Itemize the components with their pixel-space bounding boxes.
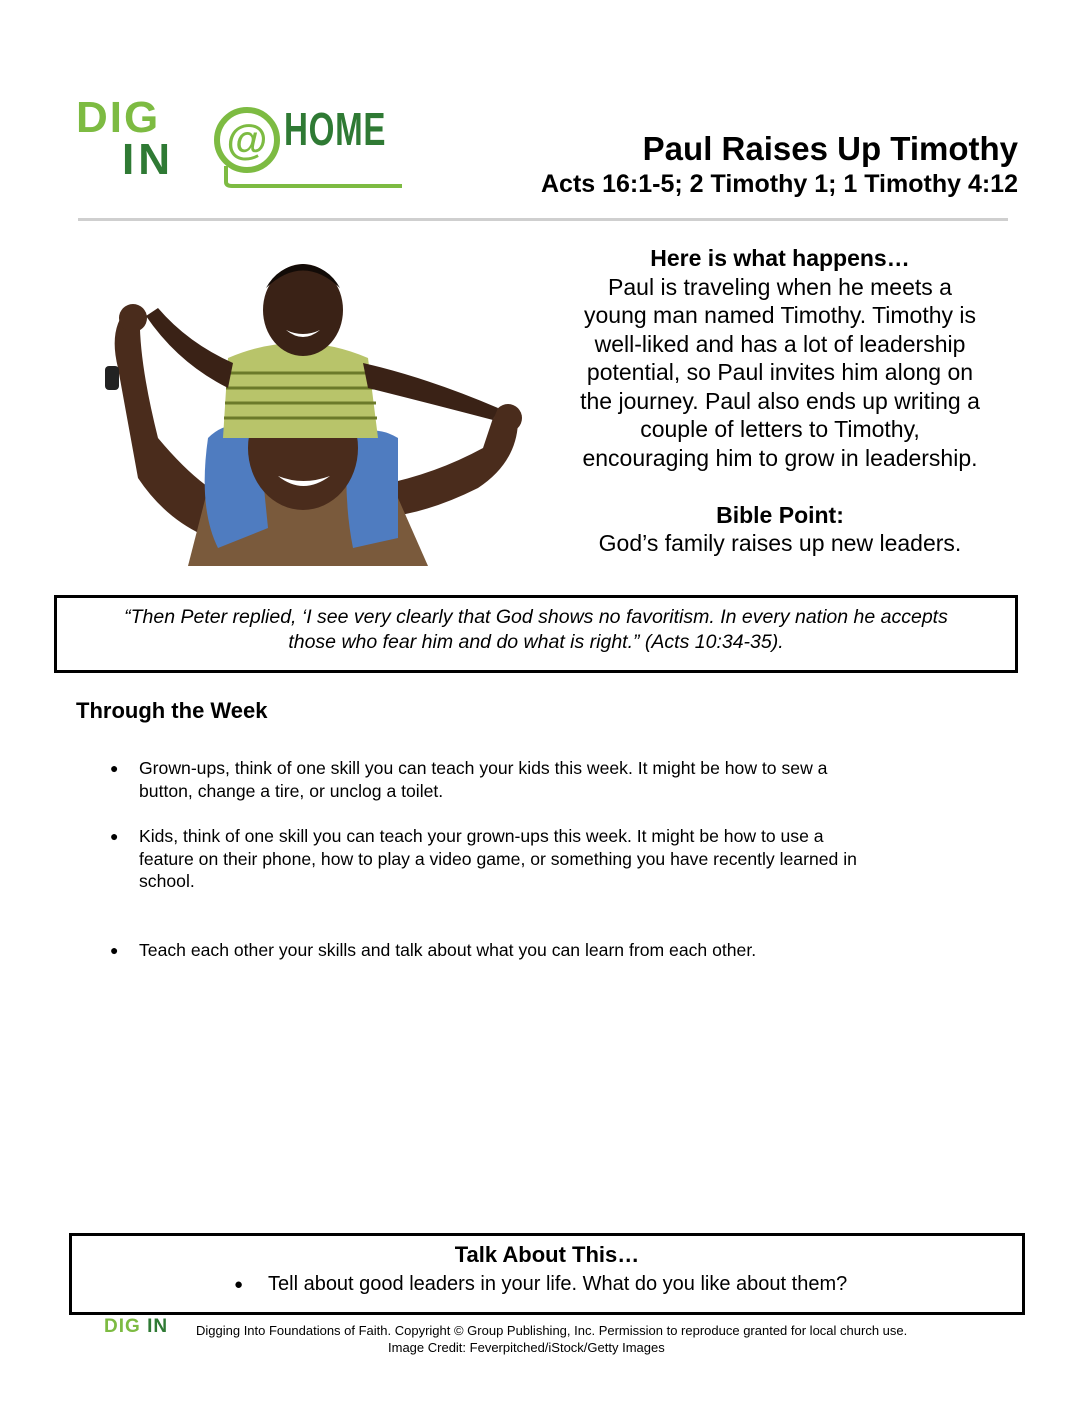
verse-line: those who fear him and do what is right.” (Acts 10:34-35).: [288, 631, 784, 653]
summary-line: couple of letters to Timothy,: [640, 416, 920, 442]
image-credit: Image Credit: Feverpitched/iStock/Getty Images: [388, 1340, 665, 1355]
bullet-dot: ●: [110, 942, 119, 958]
bullet-dot: ●: [110, 760, 119, 776]
footer-logo-dig: DIG: [104, 1316, 141, 1337]
summary-line: young man named Timothy. Timothy is: [583, 302, 977, 328]
week-item-line: button, change a tire, or unclog a toilet.: [139, 780, 444, 801]
logo-at: @: [226, 116, 268, 163]
bible-point-heading: Bible Point:: [716, 502, 844, 528]
bible-point-text: God’s family raises up new leaders.: [598, 530, 962, 556]
talk-about-this-heading: Talk About This…: [454, 1242, 640, 1267]
week-item: [139, 939, 939, 962]
bullet-dot: ●: [234, 1276, 244, 1293]
through-the-week-heading: Through the Week: [76, 698, 268, 723]
header-divider: [78, 218, 1008, 221]
week-item-line: Grown-ups, think of one skill you can teach your kids this week. It might be how to sew a: [139, 758, 828, 778]
summary-line: potential, so Paul invites him along on: [586, 359, 974, 385]
verse-line: “Then Peter replied, ‘I see very clearly that God shows no favoritism. In every nation he accepts: [124, 606, 948, 628]
logo-in: IN: [122, 135, 174, 184]
summary-line: well-liked and has a lot of leadership: [594, 330, 966, 357]
week-item-line: school.: [139, 871, 195, 891]
week-item: [139, 825, 939, 893]
summary-line: encouraging him to grow in leadership.: [582, 444, 978, 471]
week-item-line: Kids, think of one skill you can teach your grown-ups this week. It might be how to use a: [139, 826, 824, 846]
logo-home: HOME: [284, 103, 387, 155]
page-title: Paul Raises Up Timothy: [642, 130, 1018, 167]
father-son-photo: [98, 248, 528, 566]
talk-item: Tell about good leaders in your life. What do you like about them?: [268, 1273, 848, 1295]
copyright-text: Digging Into Foundations of Faith. Copyright © Group Publishing, Inc. Permission to reproduce granted for local church use.: [196, 1323, 908, 1338]
summary-line: Paul is traveling when he meets a: [608, 273, 952, 300]
summary-line: the journey. Paul also ends up writing a: [580, 387, 980, 414]
bullet-dot: ●: [110, 828, 119, 844]
memory-verse: [60, 605, 1012, 655]
logo-dig: DIG: [76, 93, 161, 142]
week-item-line: feature on their phone, how to play a video game, or something you have recently learned in: [139, 848, 857, 869]
scripture-reference: Acts 16:1-5; 2 Timothy 1; 1 Timothy 4:12: [540, 170, 1018, 198]
summary-heading: Here is what happens…: [650, 245, 910, 271]
week-item: [139, 757, 939, 802]
story-summary: [556, 244, 1004, 472]
footer-logo-in: IN: [147, 1316, 169, 1337]
footer-dig-in-logo: [104, 1316, 168, 1338]
week-item-line: Teach each other your skills and talk about what you can learn from each other.: [139, 940, 757, 960]
dig-in-home-logo: [76, 93, 406, 192]
